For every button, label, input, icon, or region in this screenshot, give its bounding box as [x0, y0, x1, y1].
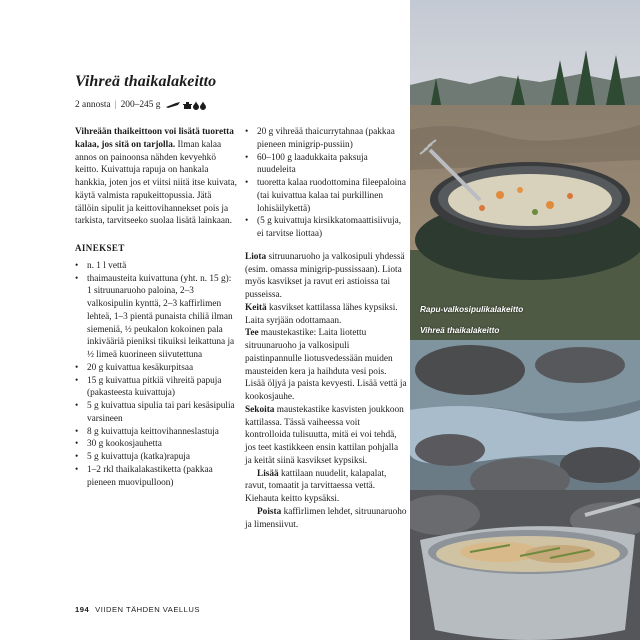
ingredients-heading: AINEKSET [75, 243, 125, 253]
ingredient-item: • 5 g kuivattuja (katka)rapuja [75, 451, 237, 464]
column-right [245, 126, 407, 531]
ingredient-item: • n. 1 l vettä [75, 260, 237, 273]
ingredient-item: • tuoretta kalaa ruodottomina fileepaloina (tai kuivattua kalaa tai purkillinen lohisäilykettä) [245, 177, 407, 215]
ingredient-item: • 5 g kuivattua sipulia tai pari kesäsipulia varsineen [75, 400, 237, 426]
step-text: maustekastike: Laita liotettu sitruunaruoho ja valkosipuli paistinpannulle liotusvedessään muiden mausteiden kera ja haihduta vesi pois. Lisää öljyä ja paista kevyesti. Lisää vettä ja kookosjauhe. [245, 328, 407, 402]
water-drop-icon [193, 101, 199, 110]
instruction-step [245, 404, 407, 468]
instruction-step [245, 327, 407, 404]
pot-icon [183, 101, 192, 110]
water-drop-icon [200, 101, 206, 110]
column-left [75, 126, 237, 489]
step-verb: Poista [257, 506, 282, 517]
intro-lead: Vihreään thaikeittoon voi lisätä tuoretta kalaa, jos sitä on tarjolla. [75, 127, 234, 150]
photo-column [410, 0, 640, 640]
ingredient-item: • thaimausteita kuivattuna (yht. n. 15 g): 1 sitruunaruoho paloina, 2–3 valkosipulin kynttä, 2–3 kaffirlimen lehteä, 1–3 pientä punaista chiliä ilman siemeniä, ½ peukalon kokoinen pala inkivääriä pieniksi tikuiksi leikattuna ja ½ limeä kuorineen siivutettuna [75, 273, 237, 362]
ingredient-item: • 60–100 g laadukkaita paksuja nuudeleita [245, 152, 407, 178]
ingredient-item: • (5 g kuivattuja kirsikkatomaattisiivuja, ei tarvitse liottaa) [245, 215, 407, 241]
weight: 200–245 g [120, 100, 161, 110]
instruction-step [245, 302, 407, 328]
ingredients-list-right [245, 126, 407, 241]
photo-shrimp-garlic-fish-soup [410, 0, 640, 340]
step-text: kaffirlimen lehdet, sitruunaruoho ja limensiivut. [245, 506, 407, 530]
intro-body: Ilman kalaa annos on painoonsa nähden kevyehkö keitto. Kuivattuja rapuja on hankala hankkia, joten jos et viitsi niitä itse kuivata, käytä valmista rapukeittopussia. Jätä tällöin sipulit ja keittovihannekset pois ja tarkista, tarvitseeko suolaa lisätä lainkaan. [75, 139, 237, 227]
caption-top-photo: Rapu-valkosipulikalakeitto [420, 305, 524, 314]
step-verb: Sekoita [245, 404, 275, 415]
step-verb: Lisää [257, 468, 279, 479]
step-text: kasvikset kattilassa lähes kypsiksi. Laita syrjään odottamaan. [245, 302, 398, 326]
photo-green-thai-fish-soup [410, 340, 640, 640]
step-verb: Keitä [245, 302, 267, 313]
intro-paragraph [75, 126, 237, 228]
recipe-meta [75, 100, 206, 110]
instruction-step [245, 506, 407, 532]
step-text: maustekastike kasvisten joukkoon kattilassa. Tässä vaiheessa voit kontrolloida tulisuutta, mitä ei voi tehdä, jos teet kastikkeen ensin kattilan pohjalla ja keität siinä kasvikset kypsiksi. [245, 404, 404, 466]
knife-icon [166, 101, 182, 109]
ingredient-item: • 15 g kuivattua pitkiä vihreitä papuja (pakasteesta kuivattuja) [75, 375, 237, 401]
caption-bottom-photo: Vihreä thaikalakeitto [420, 326, 500, 335]
servings: 2 annosta [75, 100, 111, 110]
page-number: 194 [75, 605, 90, 614]
instruction-step [245, 468, 407, 506]
ingredients-list-left [75, 260, 237, 490]
step-verb: Tee [245, 328, 259, 339]
book-title: VIIDEN TÄHDEN VAELLUS [95, 605, 200, 614]
ingredient-item: • 1–2 rkl thaikalakastiketta (pakkaa pieneen muovipulloon) [75, 464, 237, 490]
difficulty-icons [166, 101, 206, 110]
ingredient-item: • 8 g kuivattuja keittovihanneslastuja [75, 426, 237, 439]
recipe-title: Vihreä thaikalakeitto [75, 73, 217, 90]
ingredient-item: • 20 g kuivattua kesäkurpitsaa [75, 362, 237, 375]
instructions [245, 251, 407, 532]
step-verb: Liota [245, 251, 267, 262]
ingredient-item: • 20 g vihreää thaicurrytahnaa (pakkaa pieneen minigrip-pussiin) [245, 126, 407, 152]
page-footer [75, 605, 200, 614]
instruction-step [245, 251, 407, 302]
meta-separator: | [114, 100, 117, 110]
step-text: sitruunaruoho ja valkosipuli yhdessä (esim. omassa minigrip-pussissaan). Liota myös kasvikset ja ravut eri astioissa tai pusseissa. [245, 251, 405, 300]
ingredient-item: • 30 g kookosjauhetta [75, 438, 237, 451]
step-text: kattilaan nuudelit, kalapalat, ravut, tomaatit ja tarvittaessa vettä. Kiehauta keitto kypsäksi. [245, 468, 387, 504]
